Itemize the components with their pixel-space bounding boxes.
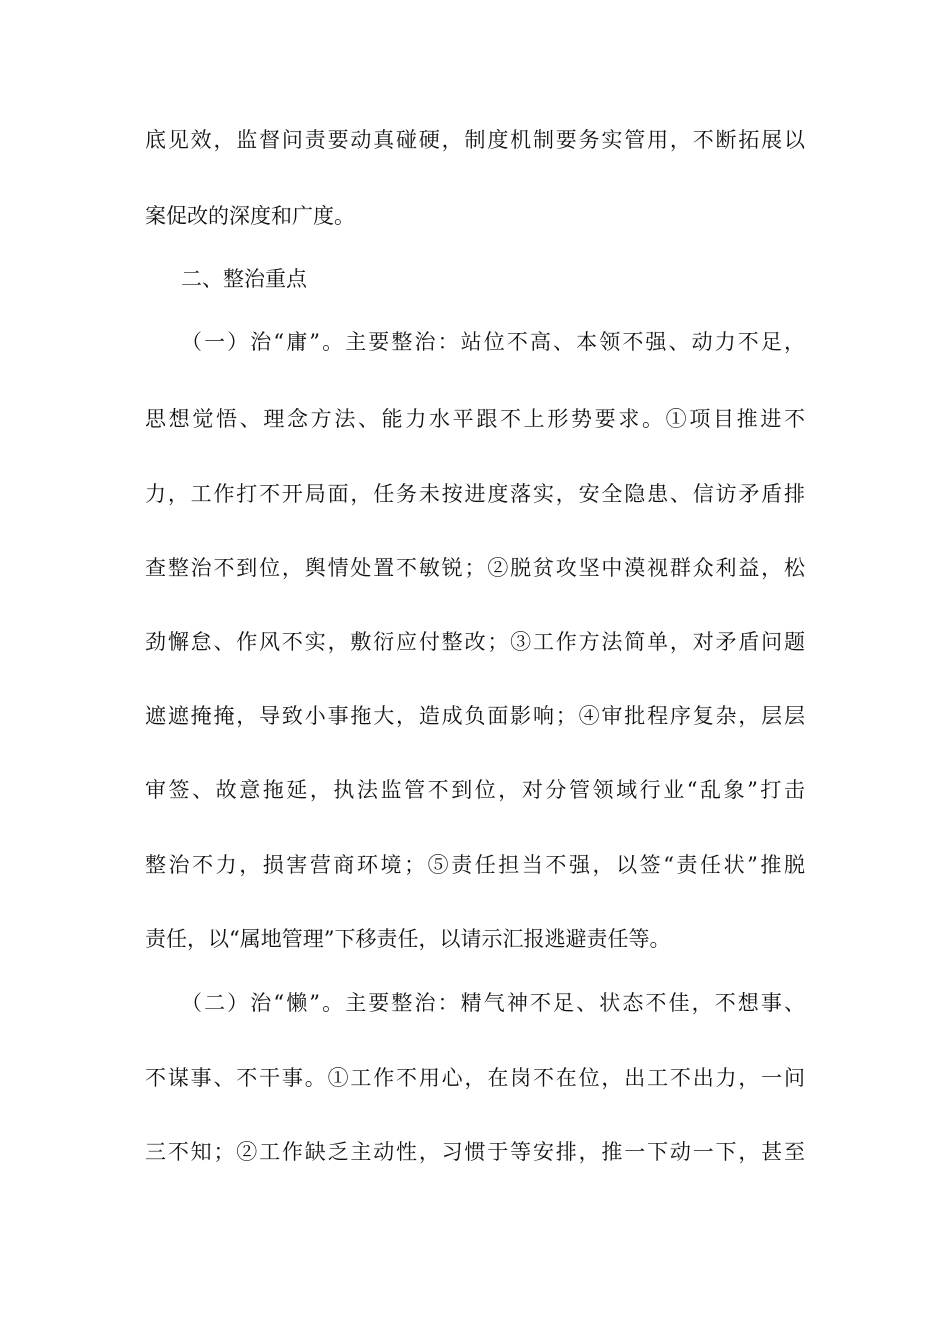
text-line: 底见效，监督问责要动真碰硬，制度机制要务实管用，不断拓展以 — [145, 128, 805, 152]
text-line: 劲懈怠、作风不实，敷衍应付整改；③工作方法简单，对矛盾问题 — [145, 630, 805, 654]
paragraph-first-line: （一）治“庸”。主要整治：站位不高、本领不强、动力不足， — [181, 330, 805, 354]
text-line: 审签、故意拖延，执法监管不到位，对分管领域行业“乱象”打击 — [145, 778, 805, 802]
text-line: 不谋事、不干事。①工作不用心，在岗不在位，出工不出力，一问 — [145, 1066, 805, 1090]
text-line: 整治不力，损害营商环境；⑤责任担当不强，以签“责任状”推脱 — [145, 853, 805, 877]
text-line: 案促改的深度和广度。 — [145, 204, 355, 228]
section-heading: 二、整治重点 — [181, 267, 307, 291]
text-line: 遮遮掩掩，导致小事拖大，造成负面影响；④审批程序复杂，层层 — [145, 704, 805, 728]
text-line: 思想觉悟、理念方法、能力水平跟不上形势要求。①项目推进不 — [145, 407, 805, 431]
text-line: 查整治不到位，舆情处置不敏锐；②脱贫攻坚中漠视群众利益，松 — [145, 556, 805, 580]
text-line: 责任，以“属地管理”下移责任，以请示汇报逃避责任等。 — [145, 927, 671, 951]
text-line: 三不知；②工作缺乏主动性，习惯于等安排，推一下动一下，甚至 — [145, 1140, 805, 1164]
text-line: 力，工作打不开局面，任务未按进度落实，安全隐患、信访矛盾排 — [145, 482, 805, 506]
paragraph-first-line: （二）治“懒”。主要整治：精气神不足、状态不佳，不想事、 — [181, 991, 805, 1015]
